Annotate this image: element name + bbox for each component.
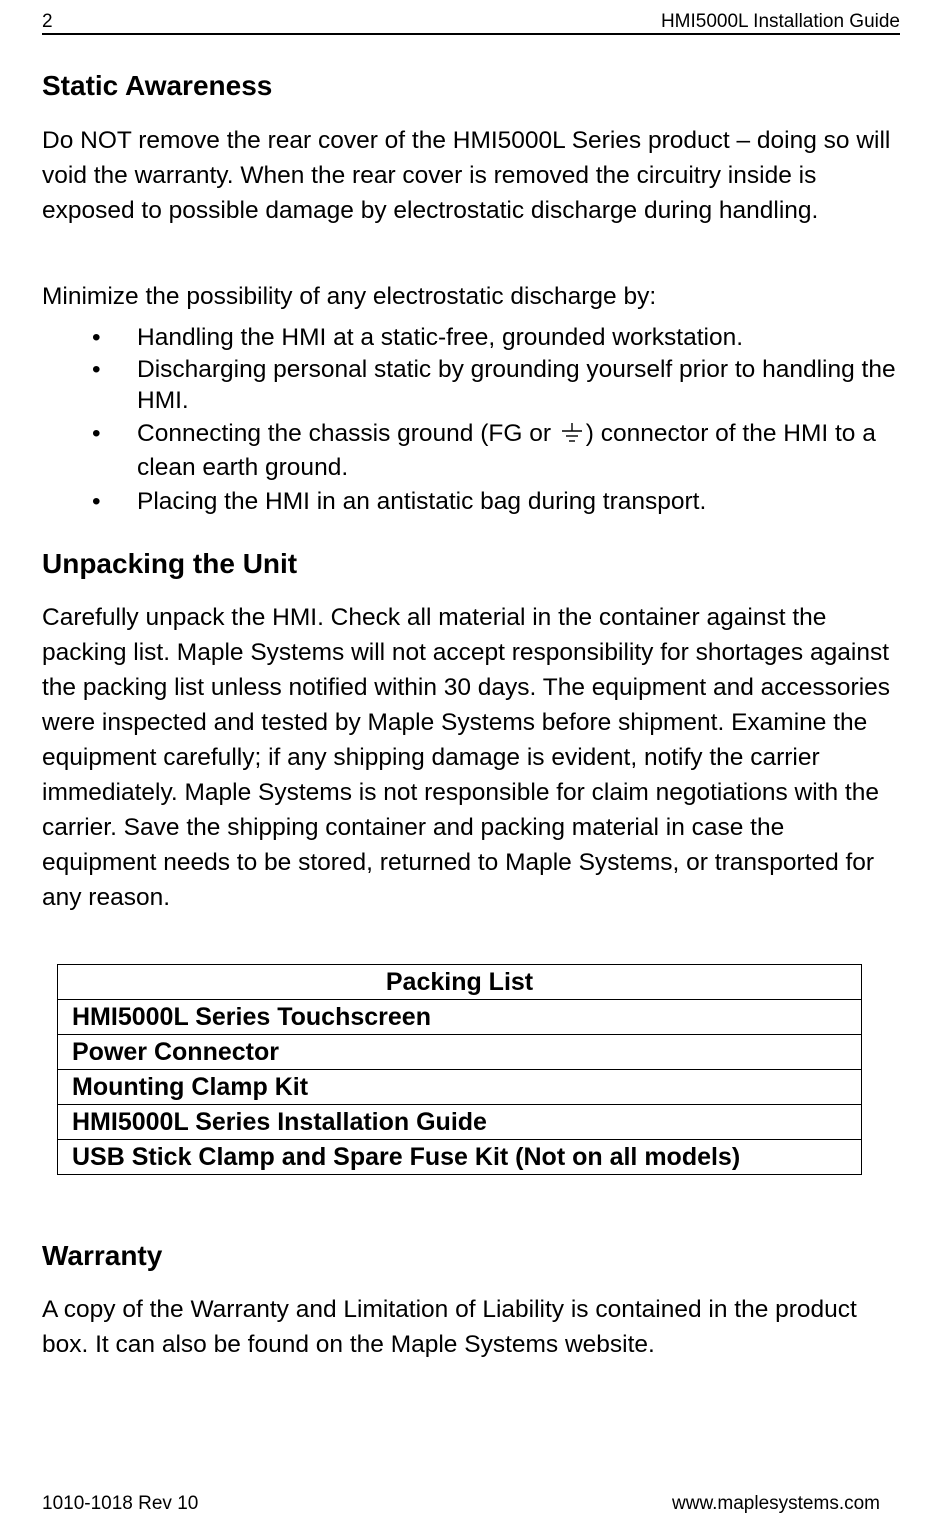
bullet-dot-icon: •	[92, 420, 101, 447]
table-row	[58, 1105, 862, 1140]
packing-item: HMI5000L Series Installation Guide	[58, 1105, 862, 1140]
bullet-text: Placing the HMI in an antistatic bag during transport.	[137, 488, 707, 515]
packing-item: Power Connector	[58, 1035, 862, 1070]
bullet-text: Discharging personal static by grounding yourself prior to handling the HMI.	[137, 356, 896, 414]
bullet-dot-icon: •	[92, 356, 101, 383]
page-header	[42, 10, 900, 35]
minimize-paragraph: Minimize the possibility of any electrostatic discharge by:	[42, 283, 657, 310]
chassis-ground-icon	[560, 422, 584, 444]
table-row	[58, 1140, 862, 1175]
header-title: HMI5000L Installation Guide	[660, 11, 900, 32]
table-row	[58, 1000, 862, 1035]
bullet-dot-icon: •	[92, 488, 101, 515]
unpacking-paragraph: Carefully unpack the HMI. Check all material in the container against the packing list. Maple Systems will not accept responsibility for shortages against the packing list unless notified within 30 days. The equipment and accessories were inspected and tested by Maple Systems before shipment. Examine the equipment carefully; if any shipping damage is evident, notify the carrier immediately. Maple Systems is not responsible for claim negotiations with the carrier. Save the shipping container and packing material in case the equipment needs to be stored, returned to Maple Systems, or transported for any reason.	[42, 604, 891, 911]
static-bullet-list	[42, 322, 904, 518]
bullet-text-before: Connecting the chassis ground (FG or	[137, 420, 558, 447]
bullet-text: Handling the HMI at a static-free, grounded workstation.	[137, 324, 744, 351]
warranty-heading: Warranty	[42, 1240, 163, 1271]
bullet-item	[42, 354, 904, 416]
bullet-item	[42, 486, 904, 517]
bullet-item	[42, 322, 904, 353]
bullet-dot-icon: •	[92, 324, 101, 351]
unpacking-heading: Unpacking the Unit	[42, 548, 298, 579]
warranty-paragraph: A copy of the Warranty and Limitation of Liability is contained in the product box. It can also be found on the Maple Systems website.	[42, 1296, 857, 1358]
packing-item: Mounting Clamp Kit	[58, 1070, 862, 1105]
packing-list-table	[57, 964, 862, 1175]
table-header-row	[58, 965, 862, 1000]
website-link[interactable]: www.maplesystems.com	[672, 1493, 880, 1514]
packing-item: HMI5000L Series Touchscreen	[58, 1000, 862, 1035]
packing-item: USB Stick Clamp and Spare Fuse Kit (Not on all models)	[58, 1140, 862, 1175]
bullet-item	[42, 417, 904, 485]
static-awareness-heading: Static Awareness	[42, 70, 273, 101]
table-row	[58, 1070, 862, 1105]
page-number: 2	[42, 11, 53, 32]
packing-list-header: Packing List	[58, 965, 862, 1000]
static-awareness-paragraph: Do NOT remove the rear cover of the HMI5000L Series product – doing so will void the warranty. When the rear cover is removed the circuitry inside is exposed to possible damage by electrostatic discharge during handling.	[42, 127, 891, 224]
table-row	[58, 1035, 862, 1070]
document-number: 1010-1018 Rev 10	[42, 1493, 199, 1514]
bullet-text-after: ) connector of the HMI to a clean earth ground.	[137, 420, 876, 481]
